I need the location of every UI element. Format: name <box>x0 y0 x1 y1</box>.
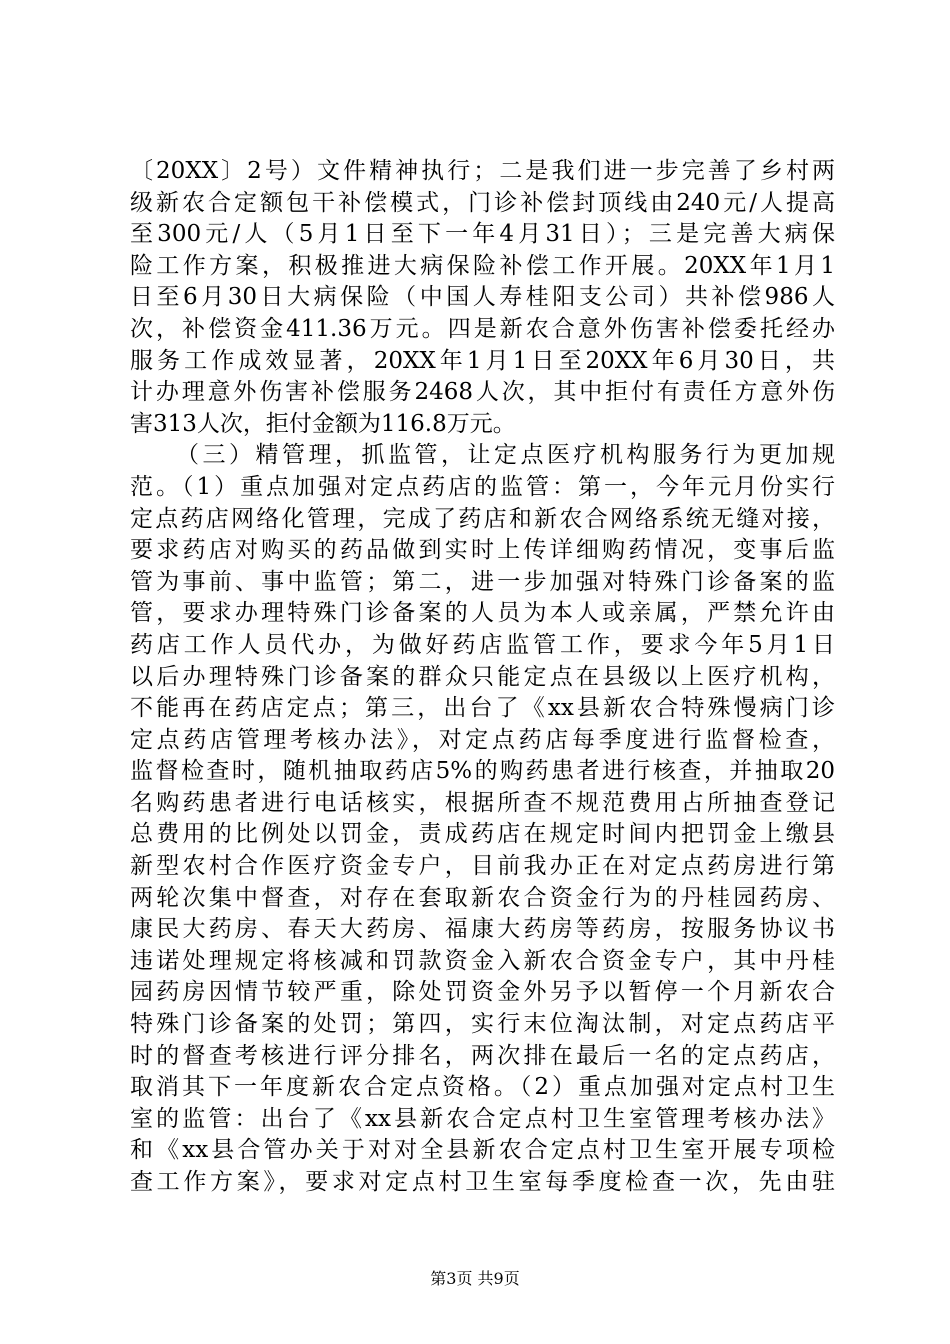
text-line: 室的监管：出台了《xx县新农合定点村卫生室管理考核办法》 <box>130 1105 835 1132</box>
text-line: 定点药店管理考核办法》，对定点药店每季度进行监督检查， <box>130 726 835 753</box>
text-line: 两轮次集中督查，对存在套取新农合资金行为的丹桂园药房、 <box>130 884 835 911</box>
paragraph-start-line: （三）精管理，抓监管，让定点医疗机构服务行为更加规 <box>176 442 835 469</box>
text-line: 范。（1）重点加强对定点药店的监管：第一，今年元月份实行 <box>130 473 835 500</box>
page-number-label: 第3页 共9页 <box>430 1269 520 1288</box>
text-line: 违诺处理规定将核减和罚款资金入新农合资金专户，其中丹桂 <box>130 947 835 974</box>
text-line: 管，要求办理特殊门诊备案的人员为本人或亲属，严禁允许由 <box>130 600 835 627</box>
text-line: 计办理意外伤害补偿服务2468人次，其中拒付有责任方意外伤 <box>130 379 835 406</box>
text-line: 监督检查时，随机抽取药店5%的购药患者进行核查，并抽取20 <box>130 758 835 785</box>
text-line: 药店工作人员代办，为做好药店监管工作，要求今年5月1日 <box>130 631 835 658</box>
text-line: 名购药患者进行电话核实，根据所查不规范费用占所抽查登记 <box>130 789 835 816</box>
text-line: 日至6月30日大病保险（中国人寿桂阳支公司）共补偿986人 <box>130 284 835 311</box>
text-line: 定点药店网络化管理，完成了药店和新农合网络系统无缝对接， <box>130 505 835 532</box>
text-line: 取消其下一年度新农合定点资格。（2）重点加强对定点村卫生 <box>130 1074 835 1101</box>
text-line: 不能再在药店定点；第三，出台了《xx县新农合特殊慢病门诊 <box>130 695 835 722</box>
text-line: 总费用的比例处以罚金，责成药店在规定时间内把罚金上缴县 <box>130 821 835 848</box>
text-line: 康民大药房、春天大药房、福康大药房等药房，按服务协议书 <box>130 916 835 943</box>
text-line: 要求药店对购买的药品做到实时上传详细购药情况，变事后监 <box>130 537 835 564</box>
text-line: 服务工作成效显著，20XX年1月1日至20XX年6月30日，共 <box>130 347 835 374</box>
text-line: 次，补偿资金411.36万元。四是新农合意外伤害补偿委托经办 <box>130 315 835 342</box>
text-line: 管为事前、事中监管；第二，进一步加强对特殊门诊备案的监 <box>130 568 835 595</box>
text-line: 查工作方案》，要求对定点村卫生室每季度检查一次，先由驻 <box>130 1169 835 1195</box>
text-line: 以后办理特殊门诊备案的群众只能定点在县级以上医疗机构， <box>130 663 835 690</box>
text-line: 级新农合定额包干补偿模式，门诊补偿封顶线由240元/人提高 <box>130 189 835 216</box>
text-line: 害313人次，拒付金额为116.8万元。 <box>130 410 516 437</box>
text-line: 新型农村合作医疗资金专户，目前我办正在对定点药房进行第 <box>130 853 835 880</box>
text-line: 和《xx县合管办关于对对全县新农合定点村卫生室开展专项检 <box>130 1137 835 1164</box>
page-footer <box>0 1269 950 1289</box>
text-line: 至300元/人（5月1日至下一年4月31日）；三是完善大病保 <box>130 221 835 248</box>
document-body <box>130 156 835 1199</box>
text-line: 特殊门诊备案的处罚；第四，实行末位淘汰制，对定点药店平 <box>130 1011 835 1038</box>
text-line: 园药房因情节较严重，除处罚资金外另予以暂停一个月新农合 <box>130 979 835 1006</box>
text-line: 时的督查考核进行评分排名，两次排在最后一名的定点药店， <box>130 1042 835 1069</box>
text-line: 险工作方案，积极推进大病保险补偿工作开展。20XX年1月1 <box>130 252 835 279</box>
text-line: 〔20XX〕2号）文件精神执行；二是我们进一步完善了乡村两 <box>130 158 835 184</box>
